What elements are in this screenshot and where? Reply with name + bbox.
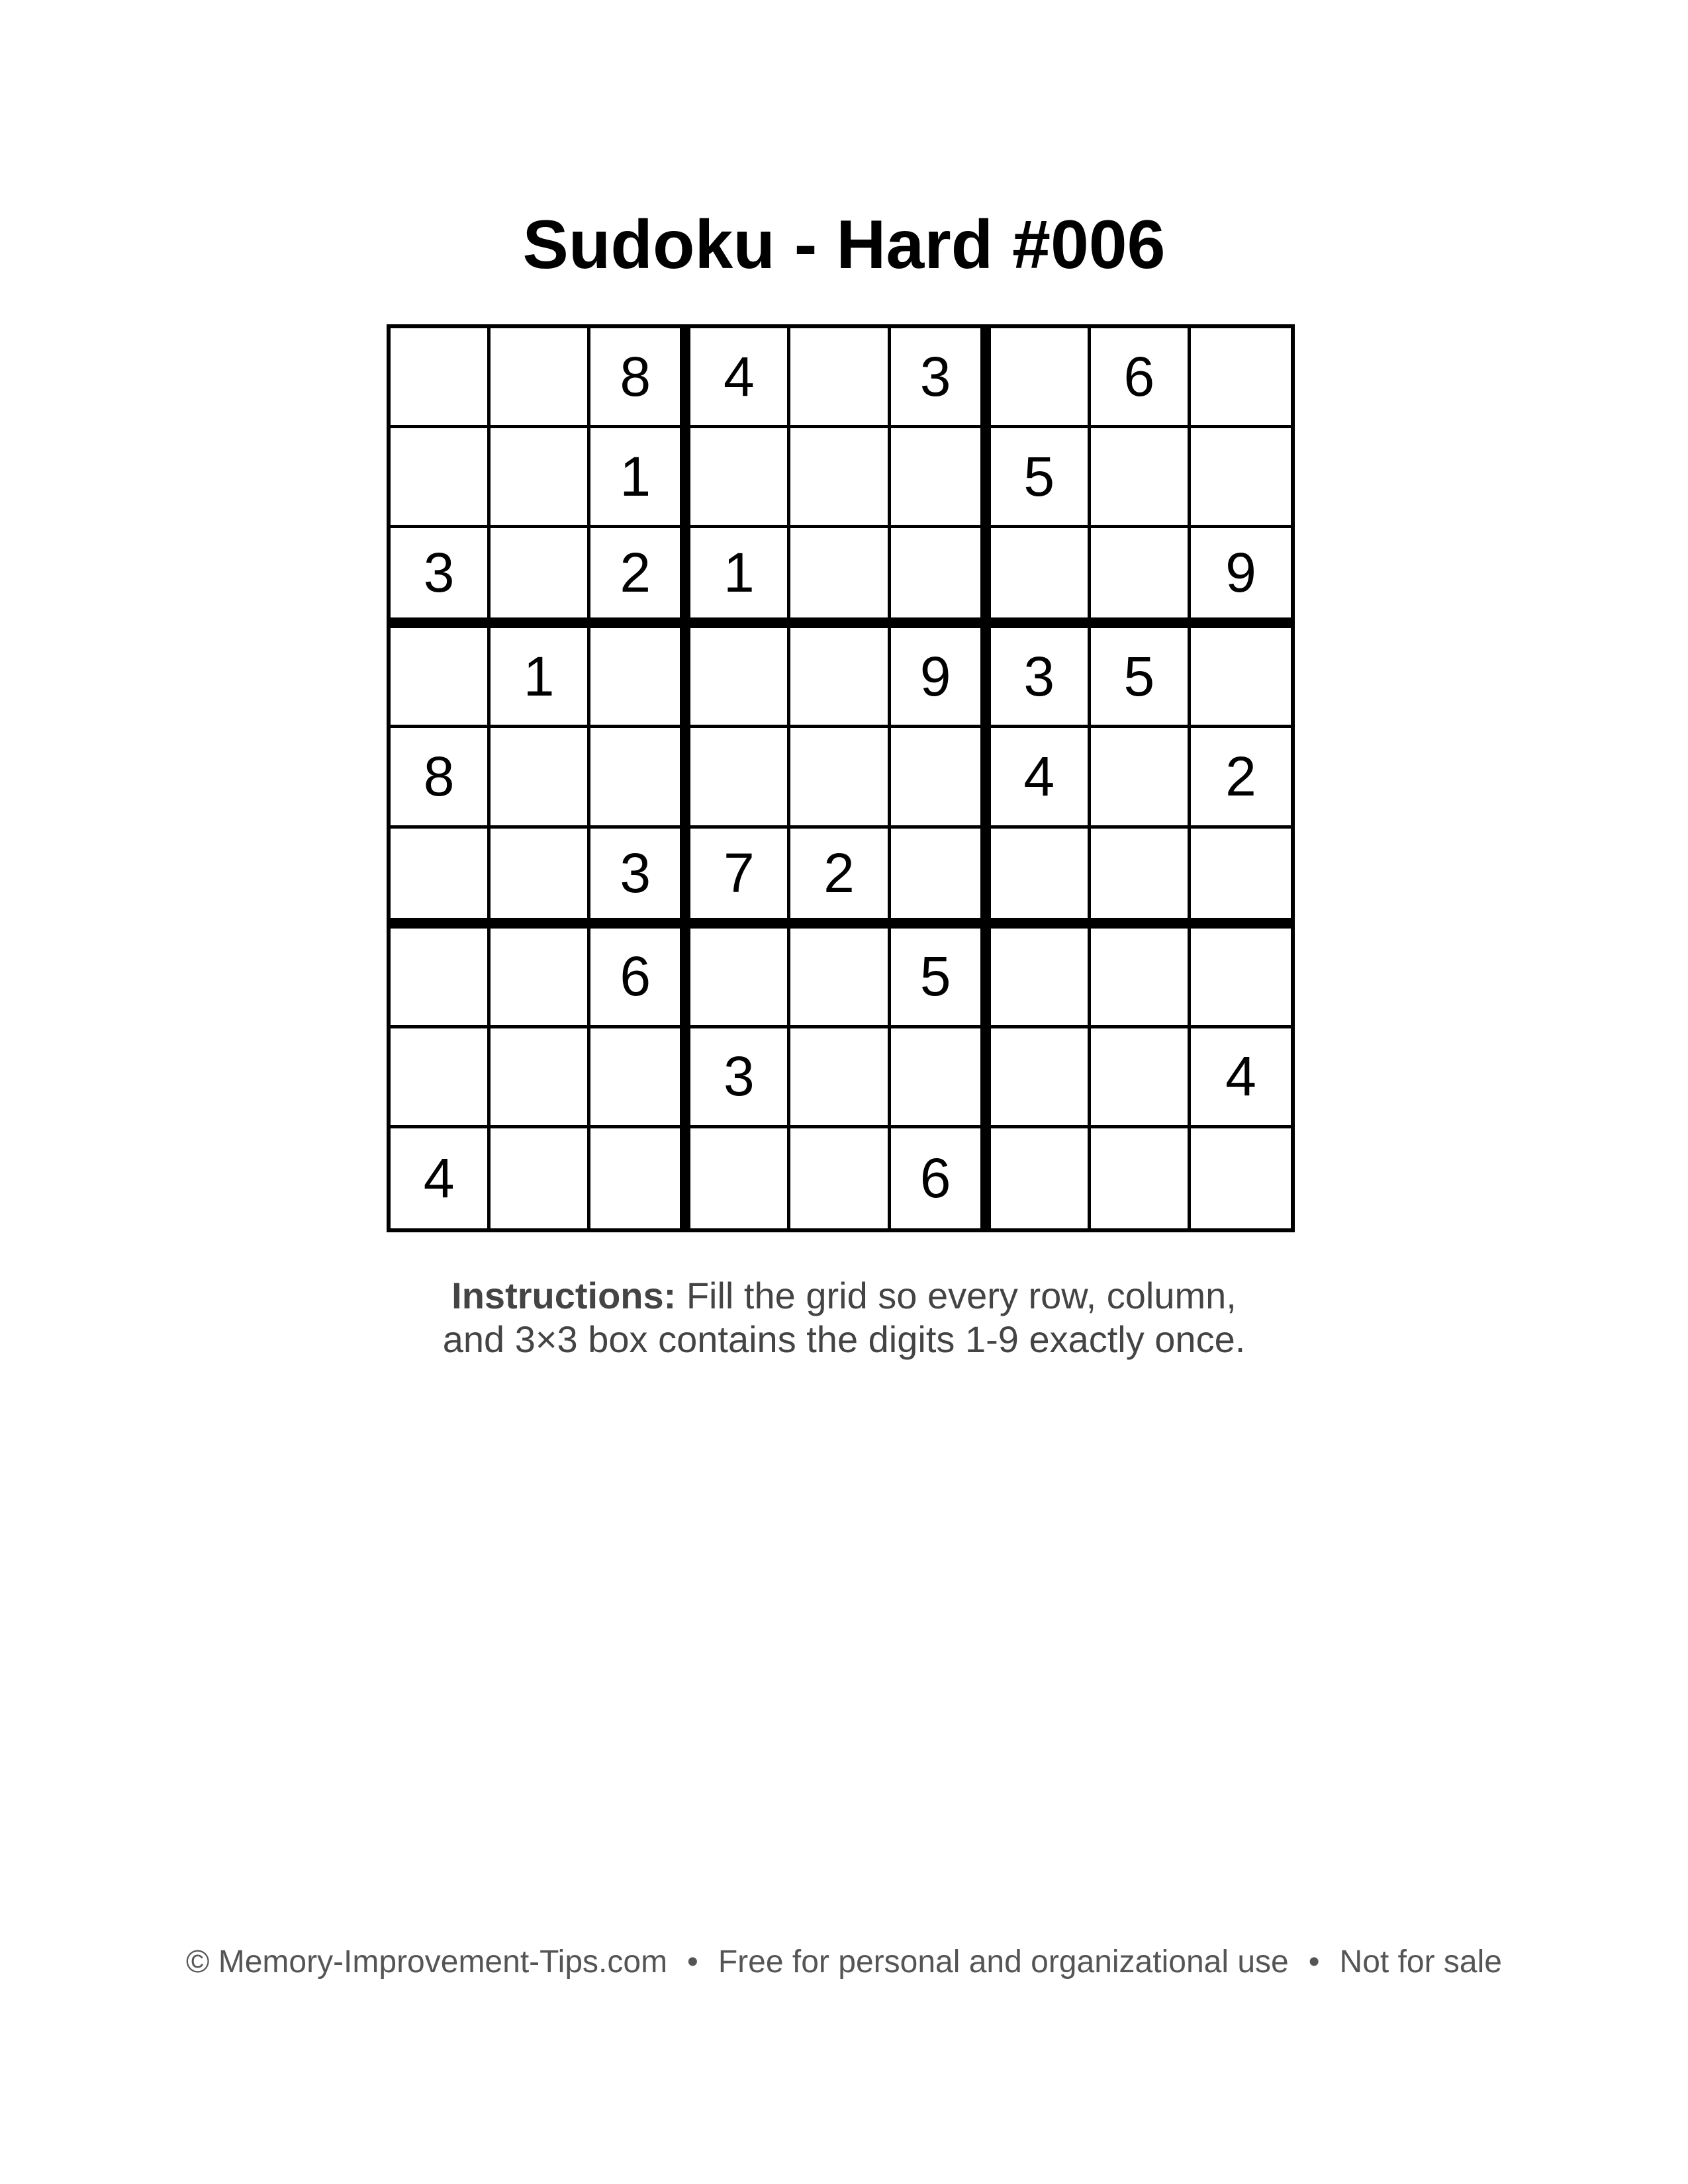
sudoku-cell-r2-c5: [790, 428, 890, 528]
sudoku-cell-r8-c2: [491, 1028, 590, 1128]
sudoku-cell-r2-c8: [1091, 428, 1191, 528]
sudoku-cell-r4-c3: [590, 628, 690, 728]
sudoku-cell-r4-c7: 3: [991, 628, 1091, 728]
sudoku-cell-r5-c9: 2: [1191, 728, 1291, 828]
sudoku-cell-r8-c3: [590, 1028, 690, 1128]
sudoku-cell-r1-c7: [991, 328, 1091, 428]
sudoku-cell-r5-c4: [690, 728, 790, 828]
footer-separator: •: [1308, 1944, 1320, 1979]
sudoku-cell-r8-c5: [790, 1028, 890, 1128]
sudoku-cell-r9-c1: 4: [391, 1128, 491, 1228]
sudoku-cell-r8-c9: 4: [1191, 1028, 1291, 1128]
sudoku-cell-r2-c2: [491, 428, 590, 528]
sudoku-cell-r4-c4: [690, 628, 790, 728]
sudoku-cell-r1-c2: [491, 328, 590, 428]
sudoku-cell-r9-c7: [991, 1128, 1091, 1228]
sudoku-cell-r4-c9: [1191, 628, 1291, 728]
sudoku-cell-r4-c8: 5: [1091, 628, 1191, 728]
sudoku-cell-r8-c4: 3: [690, 1028, 790, 1128]
sudoku-cell-r8-c1: [391, 1028, 491, 1128]
sudoku-cell-r9-c6: 6: [891, 1128, 991, 1228]
sudoku-cell-r6-c1: [391, 829, 491, 929]
sudoku-cell-r8-c7: [991, 1028, 1091, 1128]
sudoku-cell-r7-c3: 6: [590, 929, 690, 1028]
sudoku-cell-r1-c8: 6: [1091, 328, 1191, 428]
sudoku-cell-r1-c5: [790, 328, 890, 428]
sudoku-cell-r2-c9: [1191, 428, 1291, 528]
sudoku-cell-r2-c4: [690, 428, 790, 528]
sudoku-cell-r5-c5: [790, 728, 890, 828]
sudoku-cell-r5-c6: [891, 728, 991, 828]
sudoku-cell-r4-c5: [790, 628, 890, 728]
sudoku-cell-r9-c4: [690, 1128, 790, 1228]
sudoku-cell-r1-c1: [391, 328, 491, 428]
sudoku-cell-r1-c9: [1191, 328, 1291, 428]
sudoku-cell-r2-c3: 1: [590, 428, 690, 528]
sudoku-cell-r6-c2: [491, 829, 590, 929]
sudoku-cell-r9-c2: [491, 1128, 590, 1228]
sudoku-cell-r9-c9: [1191, 1128, 1291, 1228]
sudoku-cell-r7-c1: [391, 929, 491, 1028]
footer-usage: Free for personal and organizational use: [718, 1944, 1289, 1979]
sudoku-cell-r3-c8: [1091, 528, 1191, 628]
sudoku-cell-r2-c6: [891, 428, 991, 528]
sudoku-cell-r6-c8: [1091, 829, 1191, 929]
sudoku-grid: [387, 324, 1295, 1232]
page-title: Sudoku - Hard #006: [522, 206, 1166, 283]
sudoku-cell-r7-c2: [491, 929, 590, 1028]
sudoku-cell-r5-c1: 8: [391, 728, 491, 828]
sudoku-cell-r7-c4: [690, 929, 790, 1028]
footer: [0, 1942, 1688, 1982]
sudoku-cell-r3-c1: 3: [391, 528, 491, 628]
sudoku-cell-r6-c3: 3: [590, 829, 690, 929]
instructions-label: Instructions:: [451, 1275, 677, 1316]
sudoku-cell-r9-c8: [1091, 1128, 1191, 1228]
sudoku-cell-r8-c6: [891, 1028, 991, 1128]
instructions-line-1: [0, 1274, 1688, 1318]
sudoku-cell-r6-c4: 7: [690, 829, 790, 929]
sudoku-cell-r3-c7: [991, 528, 1091, 628]
sudoku-cell-r3-c3: 2: [590, 528, 690, 628]
sudoku-cell-r5-c3: [590, 728, 690, 828]
sudoku-cell-r4-c2: 1: [491, 628, 590, 728]
sudoku-cell-r3-c9: 9: [1191, 528, 1291, 628]
sudoku-cell-r7-c6: 5: [891, 929, 991, 1028]
sudoku-cell-r4-c6: 9: [891, 628, 991, 728]
footer-sale: Not for sale: [1339, 1944, 1502, 1979]
sudoku-cell-r7-c5: [790, 929, 890, 1028]
sudoku-cell-r5-c2: [491, 728, 590, 828]
sudoku-cell-r1-c4: 4: [690, 328, 790, 428]
sudoku-cell-r2-c7: 5: [991, 428, 1091, 528]
instructions: [0, 1274, 1688, 1361]
sudoku-cell-r3-c4: 1: [690, 528, 790, 628]
sudoku-cell-r7-c8: [1091, 929, 1191, 1028]
sudoku-cell-r6-c5: 2: [790, 829, 890, 929]
instructions-text-2: and 3×3 box contains the digits 1-9 exactly once.: [442, 1318, 1246, 1360]
sudoku-cell-r4-c1: [391, 628, 491, 728]
footer-separator: •: [687, 1944, 698, 1979]
sudoku-cell-r1-c6: 3: [891, 328, 991, 428]
sudoku-cell-r9-c3: [590, 1128, 690, 1228]
sudoku-cell-r7-c7: [991, 929, 1091, 1028]
sudoku-cell-r6-c6: [891, 829, 991, 929]
sudoku-cell-r3-c2: [491, 528, 590, 628]
sudoku-cell-r5-c8: [1091, 728, 1191, 828]
footer-copyright: © Memory-Improvement-Tips.com: [186, 1944, 668, 1979]
sudoku-cell-r5-c7: 4: [991, 728, 1091, 828]
sudoku-cell-r9-c5: [790, 1128, 890, 1228]
sudoku-cell-r6-c9: [1191, 829, 1291, 929]
sudoku-cell-r7-c9: [1191, 929, 1291, 1028]
sudoku-cell-r3-c5: [790, 528, 890, 628]
sudoku-cell-r6-c7: [991, 829, 1091, 929]
sudoku-cell-r8-c8: [1091, 1028, 1191, 1128]
instructions-text-1: Fill the grid so every row, column,: [686, 1275, 1237, 1316]
sudoku-cell-r1-c3: 8: [590, 328, 690, 428]
sudoku-cell-r3-c6: [891, 528, 991, 628]
sudoku-cell-r2-c1: [391, 428, 491, 528]
